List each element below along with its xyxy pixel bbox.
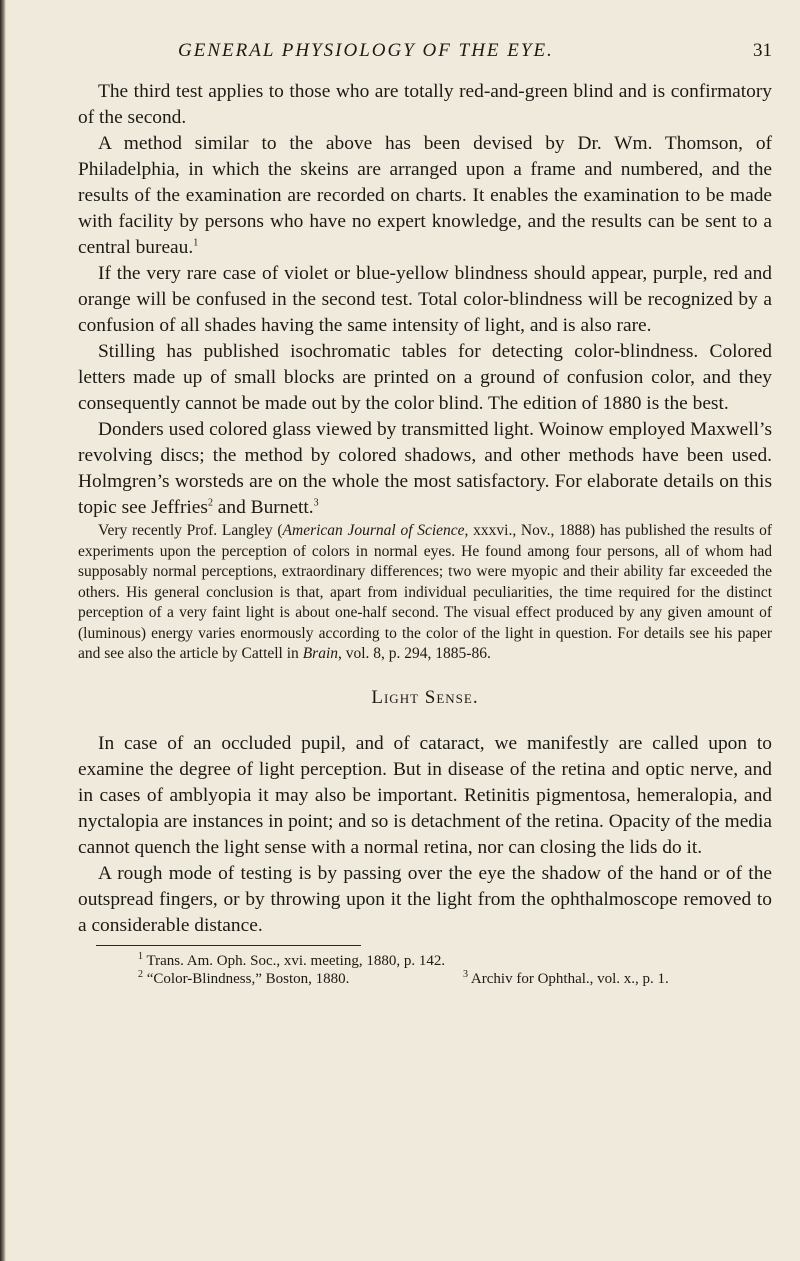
footnote-2: [138, 970, 463, 988]
footnote-text: “Color-Blindness,” Boston, 1880.: [143, 970, 350, 987]
running-header-title: GENERAL PHYSIOLOGY OF THE EYE.: [178, 40, 554, 61]
journal-title: American Journal of Science: [282, 522, 465, 539]
footnote-ref-1: 1: [193, 237, 199, 249]
footnote-ref-3: 3: [313, 497, 319, 509]
paragraph-stilling-tables: Stilling has published isochromatic tables for detecting color-blindness. Colored letters made up of small blocks are printed on a ground of confusion color, and they consequently cannot be made out by the color blind. The edition of 1880 is the best.: [78, 341, 772, 414]
journal-title-brain: Brain: [302, 645, 338, 662]
paragraph-langley-note: [78, 521, 772, 665]
footnote-text: Archiv for Ophthal., vol. x., p. 1.: [468, 970, 669, 987]
paragraph-light-perception: In case of an occluded pupil, and of cataract, we manifestly are called upon to examine the degree of light perception. But in disease of the retina and optic nerve, and in cases of amblyopia it may also be important. Retinitis pigmentosa, hemeralopia, and nyctalopia are instances in point; and so is detachment of the retina. Opacity of the media cannot quench the light sense with a normal retina, nor can closing the lids do it.: [78, 732, 772, 858]
paragraph-text: A method similar to the above has been devised by Dr. Wm. Thomson, of Philadelphia, in which the skeins are arranged upon a frame and numbered, and the results of the examination are recorded on charts. It enables the examination to be made with facility by persons who have no expert knowledge, and the results can be sent to a central bureau.: [78, 133, 772, 258]
footnote-text: Trans. Am. Oph. Soc., xvi. meeting, 1880, p. 142.: [143, 952, 446, 969]
paragraph-donders-methods: [78, 417, 772, 521]
footnote-3: [463, 970, 669, 988]
footnote-1: [78, 952, 772, 970]
paragraph-violet-blindness: If the very rare case of violet or blue-yellow blindness should appear, purple, red and orange will be confused in the second test. Total color-blindness will be recognized by a confusion of all shades having the same intensity of light, and is also rare.: [78, 263, 772, 336]
paragraph-text: , xxxvi., Nov., 1888) has published the results of experiments upon the perception of colors in normal eyes. He found among four persons, all of whom had supposably normal perceptions, extraordinary differences; two were myopic and their ability far exceeded the others. His general conclusion is that, apart from individual peculiarities, the time required for the distinct perception of a very faint light is about one-half second. The visual effect produced by any given amount of (luminous) energy varies enormously according to the color of the light in question. For details see his paper and see also the article by Cattell in: [78, 522, 773, 662]
footnote-mark: 2: [138, 968, 143, 980]
paragraph-rough-testing: A rough mode of testing is by passing over the eye the shadow of the hand or of the outspread fingers, or by throwing upon it the light from the ophthalmoscope removed to a considerable distance.: [78, 862, 772, 936]
section-heading: Light Sense.: [371, 686, 479, 708]
paragraph-text: and Burnett.: [212, 497, 314, 518]
footnote-mark: 3: [463, 968, 468, 980]
paragraph-text: Donders used colored glass viewed by transmitted light. Woinow employed Maxwell’s revolving discs; the method by colored shadows, and other methods have been used. Holmgren’s worsteds are on the whole the most satisfactory. For elaborate details on this topic see Jeffries: [78, 419, 772, 518]
footnote-mark: 1: [138, 950, 143, 962]
paragraph-text: Very recently Prof. Langley (: [98, 522, 283, 539]
page-number: 31: [753, 40, 772, 61]
paragraph-thomson-method: [78, 131, 772, 261]
footnote-ref-2: 2: [207, 497, 213, 509]
paragraph-text: , vol. 8, p. 294, 1885-86.: [338, 645, 491, 662]
footnote-divider: [96, 945, 361, 946]
page-binding-edge: [0, 0, 6, 1261]
footnote-row: [78, 970, 772, 988]
page-body: [78, 79, 772, 988]
paragraph-third-test: The third test applies to those who are totally red-and-green blind and is confirmatory of the second.: [78, 81, 772, 128]
